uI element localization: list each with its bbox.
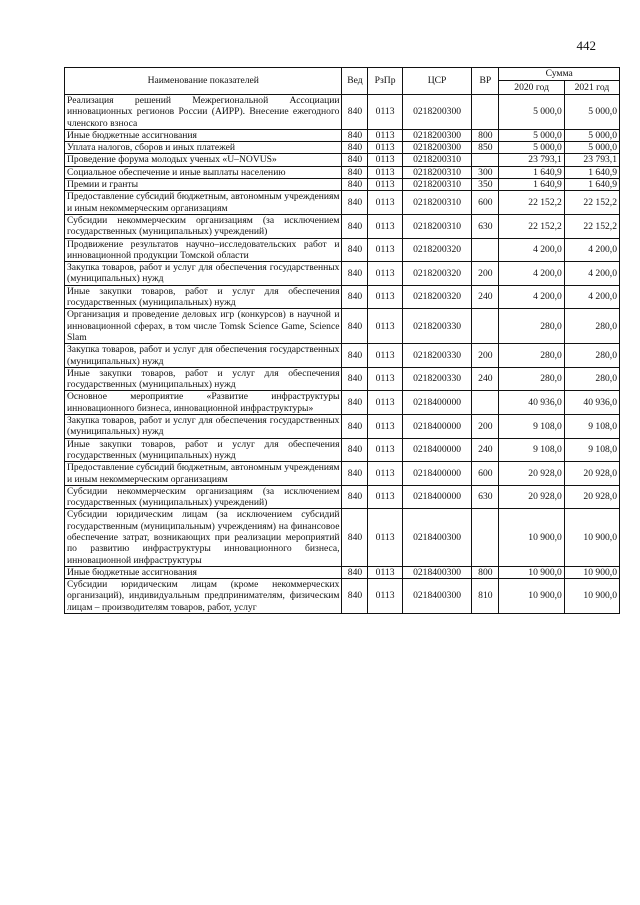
row-ved: 840 bbox=[342, 485, 368, 509]
table-row bbox=[65, 438, 620, 462]
row-name: Субсидии юридическим лицам (кроме некоммерческих организаций), индивидуальным предпринимателям, физическим лицам – производителям товаров, работ, услуг bbox=[65, 579, 342, 614]
row-csr: 0218200300 bbox=[402, 129, 472, 141]
row-ved: 840 bbox=[342, 438, 368, 462]
row-name: Субсидии некоммерческим организациям (за исключением государственных (муниципальных) учреждений) bbox=[65, 485, 342, 509]
row-ved: 840 bbox=[342, 214, 368, 238]
row-sum-2020: 23 793,1 bbox=[499, 154, 564, 166]
row-vr: 600 bbox=[472, 462, 499, 486]
row-vr: 200 bbox=[472, 262, 499, 286]
row-ved: 840 bbox=[342, 166, 368, 178]
row-name: Иные закупки товаров, работ и услуг для обеспечения государственных (муниципальных) нужд bbox=[65, 285, 342, 309]
row-rzpr: 0113 bbox=[368, 367, 402, 391]
row-sum-2021: 20 928,0 bbox=[564, 462, 619, 486]
row-ved: 840 bbox=[342, 238, 368, 262]
row-rzpr: 0113 bbox=[368, 129, 402, 141]
row-sum-2021: 5 000,0 bbox=[564, 142, 619, 154]
row-sum-2021: 22 152,2 bbox=[564, 191, 619, 215]
row-vr: 850 bbox=[472, 142, 499, 154]
row-sum-2020: 10 900,0 bbox=[499, 509, 564, 566]
row-sum-2020: 4 200,0 bbox=[499, 238, 564, 262]
table-row bbox=[65, 166, 620, 178]
row-ved: 840 bbox=[342, 285, 368, 309]
row-csr: 0218400000 bbox=[402, 485, 472, 509]
row-name: Основное мероприятие «Развитие инфраструктуры инновационного бизнеса, инновационной инфраструктуры» bbox=[65, 391, 342, 415]
table-row bbox=[65, 485, 620, 509]
row-sum-2020: 9 108,0 bbox=[499, 415, 564, 439]
row-vr: 240 bbox=[472, 367, 499, 391]
row-vr: 800 bbox=[472, 566, 499, 578]
row-csr: 0218200300 bbox=[402, 142, 472, 154]
row-csr: 0218400300 bbox=[402, 509, 472, 566]
row-csr: 0218200320 bbox=[402, 285, 472, 309]
table-row bbox=[65, 95, 620, 130]
row-name: Предоставление субсидий бюджетным, автономным учреждениям и иным некоммерческим организациям bbox=[65, 462, 342, 486]
row-ved: 840 bbox=[342, 191, 368, 215]
row-sum-2021: 10 900,0 bbox=[564, 509, 619, 566]
row-vr: 300 bbox=[472, 166, 499, 178]
row-csr: 0218200310 bbox=[402, 191, 472, 215]
row-sum-2020: 4 200,0 bbox=[499, 262, 564, 286]
table-row bbox=[65, 415, 620, 439]
row-sum-2020: 280,0 bbox=[499, 344, 564, 368]
table-row bbox=[65, 344, 620, 368]
row-sum-2020: 1 640,9 bbox=[499, 166, 564, 178]
header-year-2021: 2021 год bbox=[564, 81, 619, 95]
row-sum-2020: 5 000,0 bbox=[499, 95, 564, 130]
header-vr: ВР bbox=[472, 68, 499, 95]
row-rzpr: 0113 bbox=[368, 485, 402, 509]
row-sum-2020: 1 640,9 bbox=[499, 179, 564, 191]
row-rzpr: 0113 bbox=[368, 509, 402, 566]
table-row bbox=[65, 367, 620, 391]
row-vr: 630 bbox=[472, 485, 499, 509]
table-row bbox=[65, 142, 620, 154]
row-sum-2020: 22 152,2 bbox=[499, 191, 564, 215]
table-row bbox=[65, 238, 620, 262]
row-sum-2020: 5 000,0 bbox=[499, 129, 564, 141]
row-ved: 840 bbox=[342, 179, 368, 191]
row-csr: 0218200310 bbox=[402, 166, 472, 178]
row-sum-2020: 280,0 bbox=[499, 367, 564, 391]
table-body bbox=[65, 95, 620, 614]
row-ved: 840 bbox=[342, 391, 368, 415]
row-name: Уплата налогов, сборов и иных платежей bbox=[65, 142, 342, 154]
row-name: Иные закупки товаров, работ и услуг для обеспечения государственных (муниципальных) нужд bbox=[65, 367, 342, 391]
row-sum-2020: 22 152,2 bbox=[499, 214, 564, 238]
row-name: Субсидии юридическим лицам (за исключением субсидий государственным (муниципальным) учреждениям) на финансовое обеспечение затрат, возникающих при реализации мероприятий по развитию инфраструктуры инновационного бизнеса, инновационной инфраструктуры bbox=[65, 509, 342, 566]
row-sum-2020: 10 900,0 bbox=[499, 566, 564, 578]
row-csr: 0218200310 bbox=[402, 214, 472, 238]
row-vr: 240 bbox=[472, 438, 499, 462]
row-sum-2021: 23 793,1 bbox=[564, 154, 619, 166]
row-rzpr: 0113 bbox=[368, 344, 402, 368]
row-name: Субсидии некоммерческим организациям (за исключением государственных (муниципальных) учреждений) bbox=[65, 214, 342, 238]
row-rzpr: 0113 bbox=[368, 166, 402, 178]
row-sum-2021: 5 000,0 bbox=[564, 129, 619, 141]
row-name: Иные закупки товаров, работ и услуг для обеспечения государственных (муниципальных) нужд bbox=[65, 438, 342, 462]
row-ved: 840 bbox=[342, 367, 368, 391]
header-csr: ЦСР bbox=[402, 68, 472, 95]
table-row bbox=[65, 309, 620, 344]
row-rzpr: 0113 bbox=[368, 309, 402, 344]
row-rzpr: 0113 bbox=[368, 154, 402, 166]
row-sum-2021: 5 000,0 bbox=[564, 95, 619, 130]
row-rzpr: 0113 bbox=[368, 191, 402, 215]
table-row bbox=[65, 179, 620, 191]
row-sum-2021: 9 108,0 bbox=[564, 438, 619, 462]
row-sum-2020: 5 000,0 bbox=[499, 142, 564, 154]
row-sum-2020: 20 928,0 bbox=[499, 485, 564, 509]
row-vr bbox=[472, 509, 499, 566]
table-row bbox=[65, 509, 620, 566]
header-name: Наименование показателей bbox=[65, 68, 342, 95]
table-row bbox=[65, 462, 620, 486]
row-name: Премии и гранты bbox=[65, 179, 342, 191]
row-csr: 0218400000 bbox=[402, 415, 472, 439]
row-sum-2021: 280,0 bbox=[564, 344, 619, 368]
row-vr: 240 bbox=[472, 285, 499, 309]
row-ved: 840 bbox=[342, 509, 368, 566]
header-sum: Сумма bbox=[499, 68, 620, 81]
row-sum-2020: 10 900,0 bbox=[499, 579, 564, 614]
row-sum-2021: 22 152,2 bbox=[564, 214, 619, 238]
row-rzpr: 0113 bbox=[368, 238, 402, 262]
table-row bbox=[65, 262, 620, 286]
row-sum-2021: 10 900,0 bbox=[564, 579, 619, 614]
row-csr: 0218200310 bbox=[402, 179, 472, 191]
row-vr: 810 bbox=[472, 579, 499, 614]
row-ved: 840 bbox=[342, 154, 368, 166]
row-csr: 0218400000 bbox=[402, 391, 472, 415]
row-ved: 840 bbox=[342, 129, 368, 141]
row-vr: 200 bbox=[472, 415, 499, 439]
row-csr: 0218400300 bbox=[402, 579, 472, 614]
row-ved: 840 bbox=[342, 344, 368, 368]
table-row bbox=[65, 285, 620, 309]
row-vr bbox=[472, 238, 499, 262]
table-row bbox=[65, 391, 620, 415]
row-csr: 0218200300 bbox=[402, 95, 472, 130]
row-name: Организация и проведение деловых игр (конкурсов) в научной и инновационной сферах, в том числе Tomsk Science Game, Science Slam bbox=[65, 309, 342, 344]
row-sum-2021: 4 200,0 bbox=[564, 262, 619, 286]
row-csr: 0218200320 bbox=[402, 262, 472, 286]
row-ved: 840 bbox=[342, 566, 368, 578]
row-vr: 350 bbox=[472, 179, 499, 191]
row-sum-2021: 280,0 bbox=[564, 309, 619, 344]
table-row bbox=[65, 191, 620, 215]
row-csr: 0218200330 bbox=[402, 344, 472, 368]
row-csr: 0218400300 bbox=[402, 566, 472, 578]
row-csr: 0218200330 bbox=[402, 309, 472, 344]
row-name: Реализация решений Межрегиональной Ассоциации инновационных регионов России (АИРР). Внесение ежегодного членского взноса bbox=[65, 95, 342, 130]
row-rzpr: 0113 bbox=[368, 579, 402, 614]
row-rzpr: 0113 bbox=[368, 285, 402, 309]
row-name: Предоставление субсидий бюджетным, автономным учреждениям и иным некоммерческим организациям bbox=[65, 191, 342, 215]
header-year-2020: 2020 год bbox=[499, 81, 564, 95]
row-vr: 200 bbox=[472, 344, 499, 368]
row-csr: 0218200310 bbox=[402, 154, 472, 166]
row-csr: 0218400000 bbox=[402, 438, 472, 462]
table-row bbox=[65, 566, 620, 578]
row-name: Закупка товаров, работ и услуг для обеспечения государственных (муниципальных) нужд bbox=[65, 344, 342, 368]
row-name: Продвижение результатов научно–исследовательских работ и инновационной продукции Томской области bbox=[65, 238, 342, 262]
row-csr: 0218200320 bbox=[402, 238, 472, 262]
row-csr: 0218400000 bbox=[402, 462, 472, 486]
header-row bbox=[65, 68, 620, 81]
header-ved: Вед bbox=[342, 68, 368, 95]
row-rzpr: 0113 bbox=[368, 415, 402, 439]
row-rzpr: 0113 bbox=[368, 391, 402, 415]
row-sum-2020: 20 928,0 bbox=[499, 462, 564, 486]
row-sum-2020: 4 200,0 bbox=[499, 285, 564, 309]
row-vr bbox=[472, 95, 499, 130]
row-name: Социальное обеспечение и иные выплаты населению bbox=[65, 166, 342, 178]
row-sum-2021: 1 640,9 bbox=[564, 166, 619, 178]
row-ved: 840 bbox=[342, 415, 368, 439]
row-sum-2020: 40 936,0 bbox=[499, 391, 564, 415]
row-csr: 0218200330 bbox=[402, 367, 472, 391]
row-ved: 840 bbox=[342, 262, 368, 286]
row-vr bbox=[472, 309, 499, 344]
page-number: 442 bbox=[576, 38, 596, 53]
table-row bbox=[65, 579, 620, 614]
row-rzpr: 0113 bbox=[368, 438, 402, 462]
row-vr: 600 bbox=[472, 191, 499, 215]
row-ved: 840 bbox=[342, 142, 368, 154]
row-ved: 840 bbox=[342, 579, 368, 614]
row-sum-2021: 4 200,0 bbox=[564, 238, 619, 262]
row-vr bbox=[472, 391, 499, 415]
row-rzpr: 0113 bbox=[368, 462, 402, 486]
row-sum-2020: 9 108,0 bbox=[499, 438, 564, 462]
row-sum-2021: 10 900,0 bbox=[564, 566, 619, 578]
budget-table bbox=[64, 67, 620, 614]
row-rzpr: 0113 bbox=[368, 214, 402, 238]
row-sum-2021: 40 936,0 bbox=[564, 391, 619, 415]
row-sum-2021: 9 108,0 bbox=[564, 415, 619, 439]
row-ved: 840 bbox=[342, 462, 368, 486]
table-row bbox=[65, 129, 620, 141]
row-rzpr: 0113 bbox=[368, 262, 402, 286]
row-rzpr: 0113 bbox=[368, 566, 402, 578]
row-sum-2020: 280,0 bbox=[499, 309, 564, 344]
header-rzpr: РзПр bbox=[368, 68, 402, 95]
row-sum-2021: 1 640,9 bbox=[564, 179, 619, 191]
row-rzpr: 0113 bbox=[368, 95, 402, 130]
row-ved: 840 bbox=[342, 309, 368, 344]
row-name: Проведение форума молодых ученых «U–NOVUS» bbox=[65, 154, 342, 166]
row-name: Иные бюджетные ассигнования bbox=[65, 566, 342, 578]
row-sum-2021: 20 928,0 bbox=[564, 485, 619, 509]
row-vr: 800 bbox=[472, 129, 499, 141]
row-ved: 840 bbox=[342, 95, 368, 130]
row-sum-2021: 4 200,0 bbox=[564, 285, 619, 309]
table-row bbox=[65, 154, 620, 166]
row-name: Иные бюджетные ассигнования bbox=[65, 129, 342, 141]
row-sum-2021: 280,0 bbox=[564, 367, 619, 391]
row-name: Закупка товаров, работ и услуг для обеспечения государственных (муниципальных) нужд bbox=[65, 415, 342, 439]
row-rzpr: 0113 bbox=[368, 142, 402, 154]
row-rzpr: 0113 bbox=[368, 179, 402, 191]
row-vr: 630 bbox=[472, 214, 499, 238]
row-vr bbox=[472, 154, 499, 166]
row-name: Закупка товаров, работ и услуг для обеспечения государственных (муниципальных) нужд bbox=[65, 262, 342, 286]
table-row bbox=[65, 214, 620, 238]
